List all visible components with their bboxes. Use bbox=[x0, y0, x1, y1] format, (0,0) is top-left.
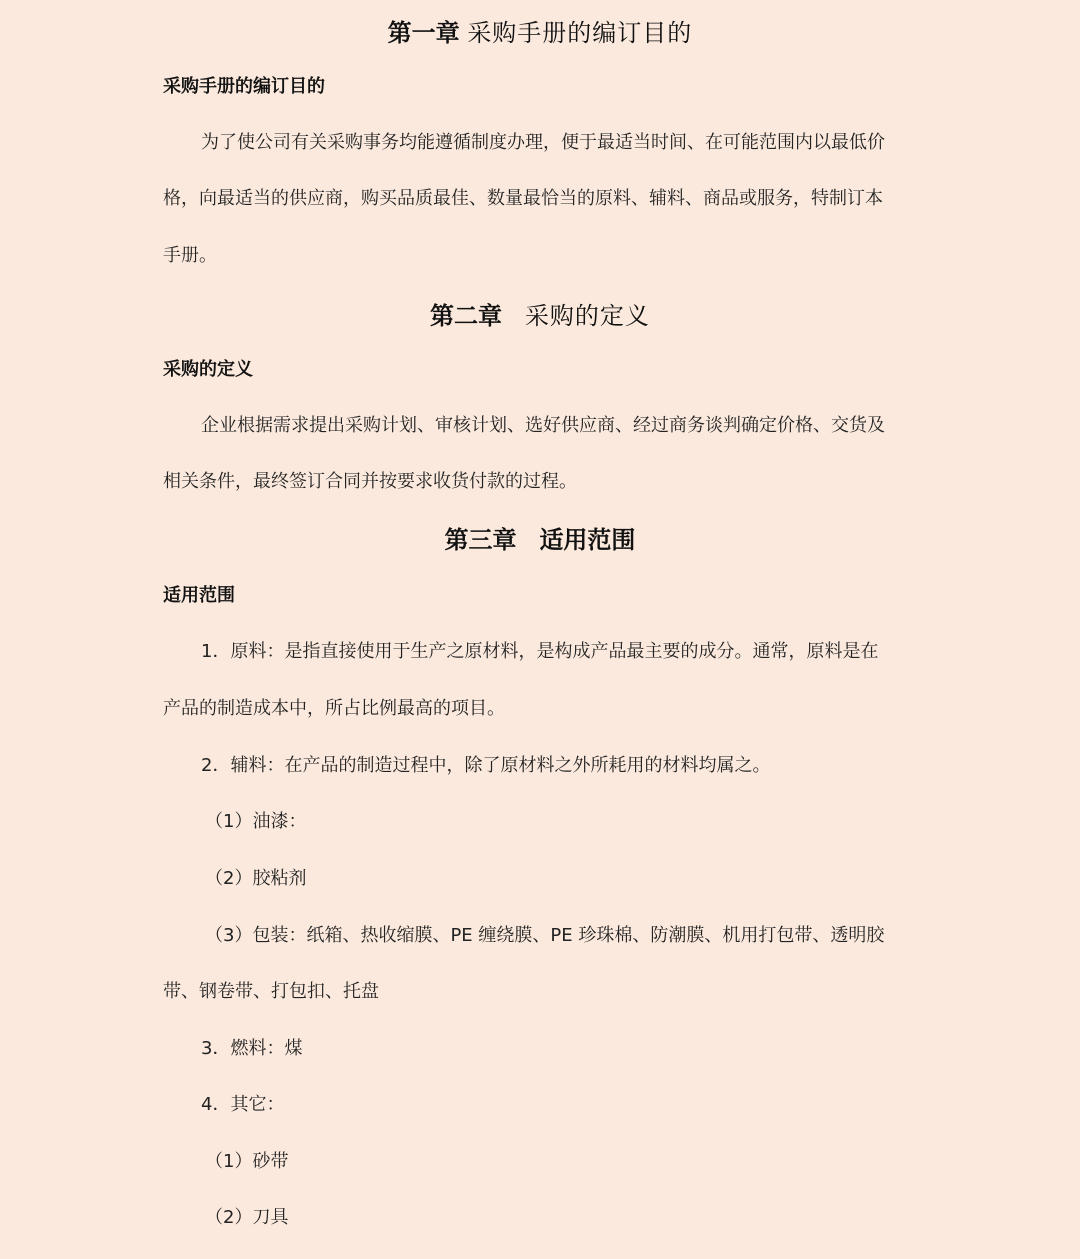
sub-item-sanding-belt: （1）砂带 bbox=[205, 1151, 289, 1172]
chapter-2-paragraph-line: 相关条件，最终签订合同并按要求收货付款的过程。 bbox=[163, 471, 577, 492]
chapter-1-heading bbox=[0, 21, 1080, 45]
list-item-other: 4．其它： bbox=[201, 1094, 285, 1115]
sub-item-paint: （1）油漆： bbox=[205, 811, 307, 832]
chapter-3-section-title: 适用范围 bbox=[163, 585, 235, 606]
list-item-fuel: 3．燃料：煤 bbox=[201, 1038, 303, 1059]
chapter-2-paragraph-line: 企业根据需求提出采购计划、审核计划、选好供应商、经过商务谈判确定价格、交货及 bbox=[201, 415, 885, 436]
sub-item-adhesive: （2）胶粘剂 bbox=[205, 868, 307, 889]
chapter-3-heading bbox=[0, 528, 1080, 552]
chapter-1-paragraph-line: 格，向最适当的供应商，购买品质最佳、数量最恰当的原料、辅料、商品或服务，特制订本 bbox=[163, 188, 883, 209]
chapter-1-paragraph-line: 为了使公司有关采购事务均能遵循制度办理，便于最适当时间、在可能范围内以最低价 bbox=[201, 132, 885, 153]
list-item-auxiliary-material: 2．辅料：在产品的制造过程中，除了原材料之外所耗用的材料均属之。 bbox=[201, 755, 771, 776]
sub-item-packaging: （3）包装：纸箱、热收缩膜、PE 缠绕膜、PE 珍珠棉、防潮膜、机用打包带、透明胶 bbox=[205, 925, 885, 946]
chapter-1-title: 采购手册的编订目的 bbox=[467, 19, 693, 47]
chapter-2-section-title: 采购的定义 bbox=[163, 359, 253, 380]
chapter-1-number: 第一章 bbox=[387, 19, 460, 47]
chapter-1-paragraph-line: 手册。 bbox=[163, 245, 217, 266]
chapter-2-number: 第二章 bbox=[430, 302, 503, 330]
chapter-3-number: 第三章 bbox=[444, 526, 517, 554]
list-item-raw-material-continued: 产品的制造成本中，所占比例最高的项目。 bbox=[163, 698, 505, 719]
sub-item-cutting-tools: （2）刀具 bbox=[205, 1207, 289, 1228]
chapter-2-title: 采购的定义 bbox=[524, 302, 650, 330]
chapter-2-heading bbox=[0, 304, 1080, 328]
sub-item-packaging-continued: 带、钢卷带、打包扣、托盘 bbox=[163, 981, 379, 1002]
list-item-raw-material: 1．原料：是指直接使用于生产之原材料，是构成产品最主要的成分。通常，原料是在 bbox=[201, 641, 879, 662]
chapter-3-title: 适用范围 bbox=[539, 526, 636, 554]
chapter-1-section-title: 采购手册的编订目的 bbox=[163, 76, 325, 97]
